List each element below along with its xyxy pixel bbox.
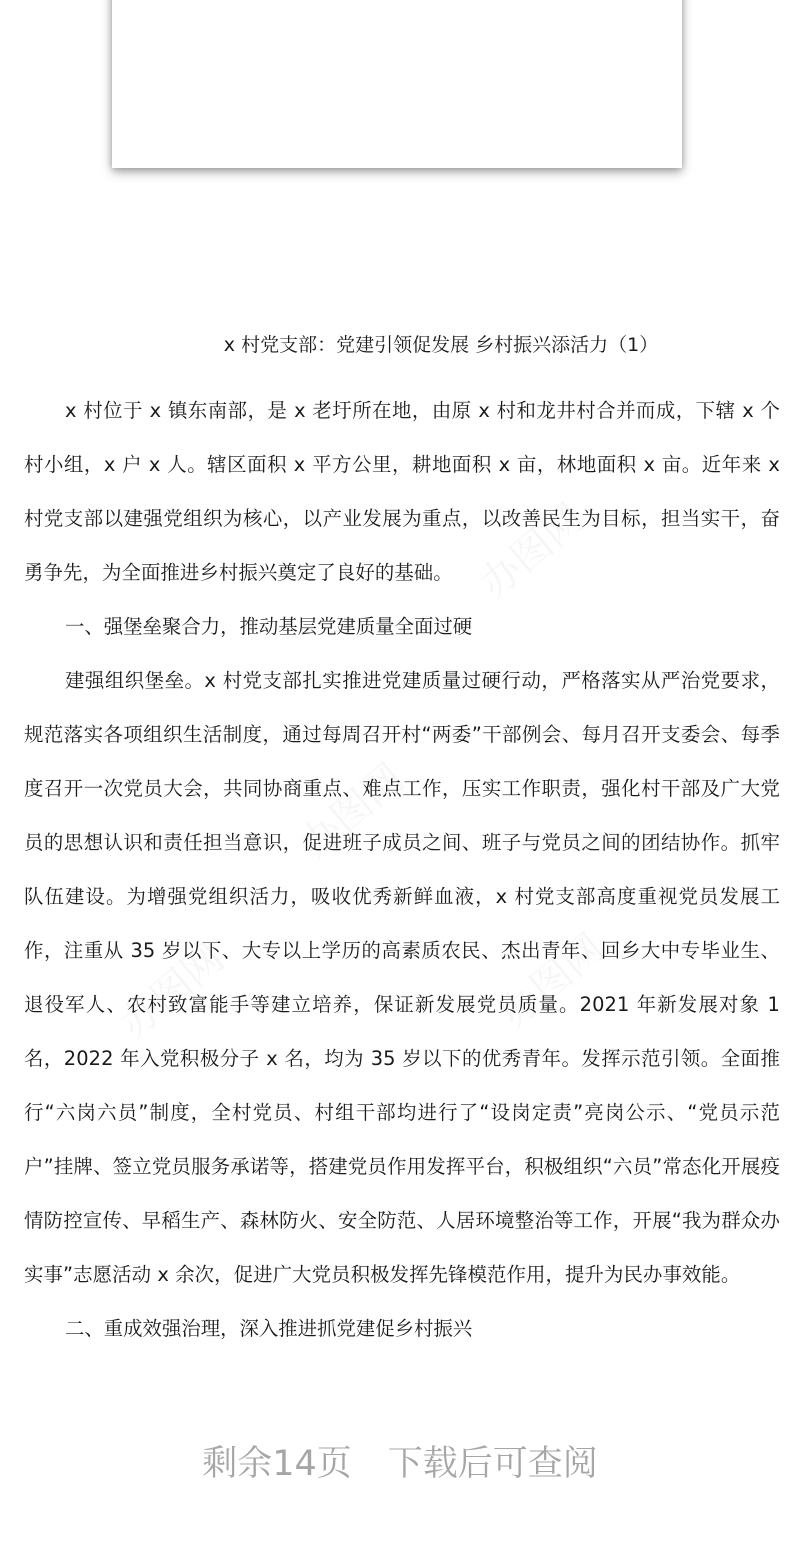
- download-prompt[interactable]: [0, 1436, 800, 1486]
- watermark: 办图网: [111, 934, 233, 1048]
- download-to-view-text: 下载后可查阅: [387, 1444, 598, 1484]
- watermark: 办图网: [291, 754, 413, 868]
- remaining-pages-text: 剩余14页: [202, 1444, 352, 1484]
- watermark: 办图网: [491, 924, 613, 1038]
- preview-page-card: [112, 0, 682, 168]
- watermark: 办图网: [471, 494, 593, 608]
- section-heading-2: 二、重成效强治理，深入推进抓党建促乡村振兴: [65, 1317, 473, 1340]
- document-title: x 村党支部：党建引领促发展 乡村振兴添活力（1）: [223, 334, 659, 356]
- intro-paragraph: x 村位于 x 镇东南部，是 x 老圩所在地，由原 x 村和龙井村合并而成，下辖 x 个村小组，x 户 x 人。辖区面积 x 平方公里，耕地面积 x 亩，林地面积 x 亩。近年来 x 村党支部以建强党组织为核心，以产业发展为重点，以改善民生为目标，担当实干，奋勇争先，为全面推进乡村振兴奠定了良好的基础。: [24, 399, 780, 584]
- section-heading-1: 一、强堡垒聚合力，推动基层党建质量全面过硬: [65, 615, 473, 638]
- section-1-paragraph: 建强组织堡垒。x 村党支部扎实推进党建质量过硬行动，严格落实从严治党要求，规范落实各项组织生活制度，通过每周召开村“两委”干部例会、每月召开支委会、每季度召开一次党员大会，共同协商重点、难点工作，压实工作职责，强化村干部及广大党员的思想认识和责任担当意识，促进班子成员之间、班子与党员之间的团结协作。抓牢队伍建设。为增强党组织活力，吸收优秀新鲜血液，x 村党支部高度重视党员发展工作，注重从 35 岁以下、大专以上学历的高素质农民、杰出青年、回乡大中专毕业生、退役军人、农村致富能手等建立培养，保证新发展党员质量。2021 年新发展对象 1 名，2022 年入党积极分子 x 名，均为 35 岁以下的优秀青年。发挥示范引领。全面推行“六岗六员”制度，全村党员、村组干部均进行了“设岗定责”亮岗公示、“党员示范户”挂牌、签立党员服务承诺等，搭建党员作用发挥平台，积极组织“六员”常态化开展疫情防控宣传、早稻生产、森林防火、安全防范、人居环境整治等工作，开展“我为群众办实事”志愿活动 x 余次，促进广大党员积极发挥先锋模范作用，提升为民办事效能。: [24, 669, 780, 1286]
- document-body: [24, 330, 780, 1356]
